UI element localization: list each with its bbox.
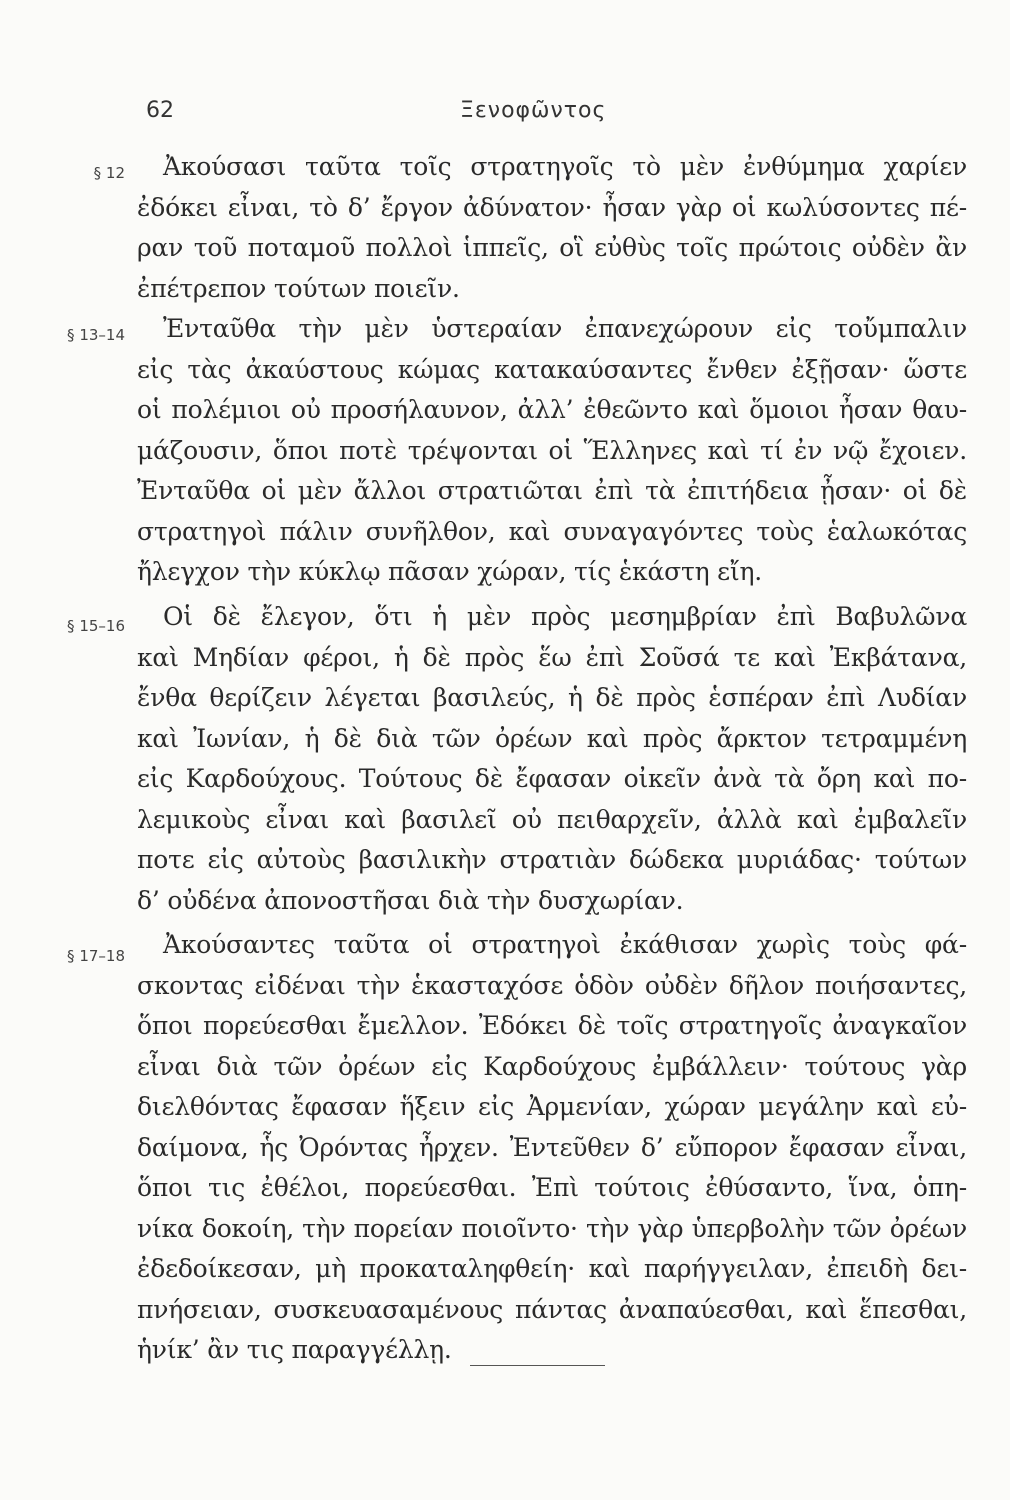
text-line: εἰς Καρδούχους. Τούτους δὲ ἔφασαν οἰκεῖν ἀνὰ τὰ ὄρη καὶ πο- xyxy=(137,764,967,793)
text-line: ἐπέτρεπον τούτων ποιεῖν. xyxy=(137,273,460,303)
section-mark: § 13–14 xyxy=(67,326,125,344)
text-line: Ἐνταῦθα τὴν μὲν ὑστεραίαν ἐπανεχώρουν εἰς τοὔμπαλιν xyxy=(163,314,967,343)
text-line: λεμικοὺς εἶναι καὶ βασιλεῖ οὐ πειθαρχεῖν, ἀλλὰ καὶ ἐμβαλεῖν xyxy=(137,804,967,834)
text-line: ἐδόκει εἶναι, τὸ δ’ ἔργον ἀδύνατον· ἦσαν γὰρ οἱ κωλύσοντες πέ- xyxy=(137,192,967,222)
text-line: στρατηγοὶ πάλιν συνῆλθον, καὶ συναγαγόντες τοὺς ἑαλωκότας xyxy=(137,516,967,546)
section-end-rule xyxy=(470,1365,605,1366)
text-line: Οἱ δὲ ἔλεγον, ὅτι ἡ μὲν πρὸς μεσημβρίαν ἐπὶ Βαβυλῶνα xyxy=(163,602,967,631)
text-line: ἤλεγχον τὴν κύκλῳ πᾶσαν χώραν, τίς ἑκάστη εἴη. xyxy=(137,557,763,586)
text-line-final xyxy=(137,1330,967,1371)
section-text xyxy=(137,925,967,1371)
text-line: οἱ πολέμιοι οὐ προσήλαυνον, ἀλλ’ ἐθεῶντο καὶ ὅμοιοι ἦσαν θαυ- xyxy=(137,395,967,424)
text-line: καὶ Μηδίαν φέροι, ἡ δὲ πρὸς ἕω ἐπὶ Σοῦσά τε καὶ Ἐκβάτανα, xyxy=(137,642,967,672)
text-line: Ἀκούσαντες ταῦτα οἱ στρατηγοὶ ἐκάθισαν χωρὶς τοὺς φά- xyxy=(163,930,967,959)
text-line: δ’ οὐδένα ἀπονοστῆσαι διὰ τὴν δυσχωρίαν. xyxy=(137,885,684,915)
text-line: μάζουσιν, ὅποι ποτὲ τρέψονται οἱ Ἕλληνες καὶ τί ἐν νῷ ἔχοιεν. xyxy=(137,435,967,465)
text-line: ὅποι πορεύεσθαι ἔμελλον. Ἐδόκει δὲ τοῖς στρατηγοῖς ἀναγκαῖον xyxy=(137,1011,967,1040)
text-line: εἰς τὰς ἀκαύστους κώμας κατακαύσαντες ἔνθεν ἐξῇσαν· ὥστε xyxy=(137,354,967,384)
text-line: ἐδεδοίκεσαν, μὴ προκαταληφθείη· καὶ παρήγγειλαν, ἐπειδὴ δει- xyxy=(137,1254,967,1283)
page-number: 62 xyxy=(146,98,174,123)
text-line: νίκα δοκοίη, τὴν πορείαν ποιοῖντο· τὴν γὰρ ὑπερβολὴν τῶν ὀρέων xyxy=(137,1213,967,1243)
text-line: ποτε εἰς αὐτοὺς βασιλικὴν στρατιὰν δώδεκα μυριάδας· τούτων xyxy=(137,845,967,874)
text-line: καὶ Ἰωνίαν, ἡ δὲ διὰ τῶν ὀρέων καὶ πρὸς ἄρκτον τετραμμένη xyxy=(137,723,967,753)
section-text xyxy=(137,597,967,921)
text-line: Ἀκούσασι ταῦτα τοῖς στρατηγοῖς τὸ μὲν ἐνθύμημα χαρίεν xyxy=(163,152,967,181)
text-line-content: ἡνίκ’ ἂν τις παραγγέλλῃ. xyxy=(137,1335,452,1364)
page-header xyxy=(0,98,1010,138)
text-line: διελθόντας ἔφασαν ἥξειν εἰς Ἀρμενίαν, χώραν μεγάλην καὶ εὐ- xyxy=(137,1092,967,1121)
text-line: πνήσειαν, συσκευασαμένους πάντας ἀναπαύεσθαι, καὶ ἕπεσθαι, xyxy=(137,1294,967,1324)
text-line: σκοντας εἰδέναι τὴν ἑκασταχόσε ὁδὸν οὐδὲν δῆλον ποιήσαντες, xyxy=(137,970,967,1000)
text-line: Ἐνταῦθα οἱ μὲν ἄλλοι στρατιῶται ἐπὶ τὰ ἐπιτήδεια ᾖσαν· οἱ δὲ xyxy=(137,476,967,505)
section-mark: § 17–18 xyxy=(67,947,125,965)
section-text xyxy=(137,147,967,309)
text-line: ραν τοῦ ποταμοῦ πολλοὶ ἱππεῖς, οἳ εὐθὺς τοῖς πρώτοις οὐδὲν ἂν xyxy=(137,233,967,262)
text-line: εἶναι διὰ τῶν ὀρέων εἰς Καρδούχους ἐμβάλλειν· τούτους γὰρ xyxy=(137,1051,967,1081)
section-mark: § 12 xyxy=(93,164,125,182)
text-line: δαίμονα, ἧς Ὀρόντας ἦρχεν. Ἐντεῦθεν δ’ εὔπορον ἔφασαν εἶναι, xyxy=(137,1132,967,1162)
text-line: ὅποι τις ἐθέλοι, πορεύεσθαι. Ἐπὶ τούτοις ἐθύσαντο, ἵνα, ὁπη- xyxy=(137,1173,967,1202)
text-line: ἔνθα θερίζειν λέγεται βασιλεύς, ἡ δὲ πρὸς ἑσπέραν ἐπὶ Λυδίαν xyxy=(137,683,967,712)
running-title: Ξενοφῶντος xyxy=(460,98,607,123)
section-text xyxy=(137,309,967,593)
section-mark: § 15–16 xyxy=(67,617,125,635)
